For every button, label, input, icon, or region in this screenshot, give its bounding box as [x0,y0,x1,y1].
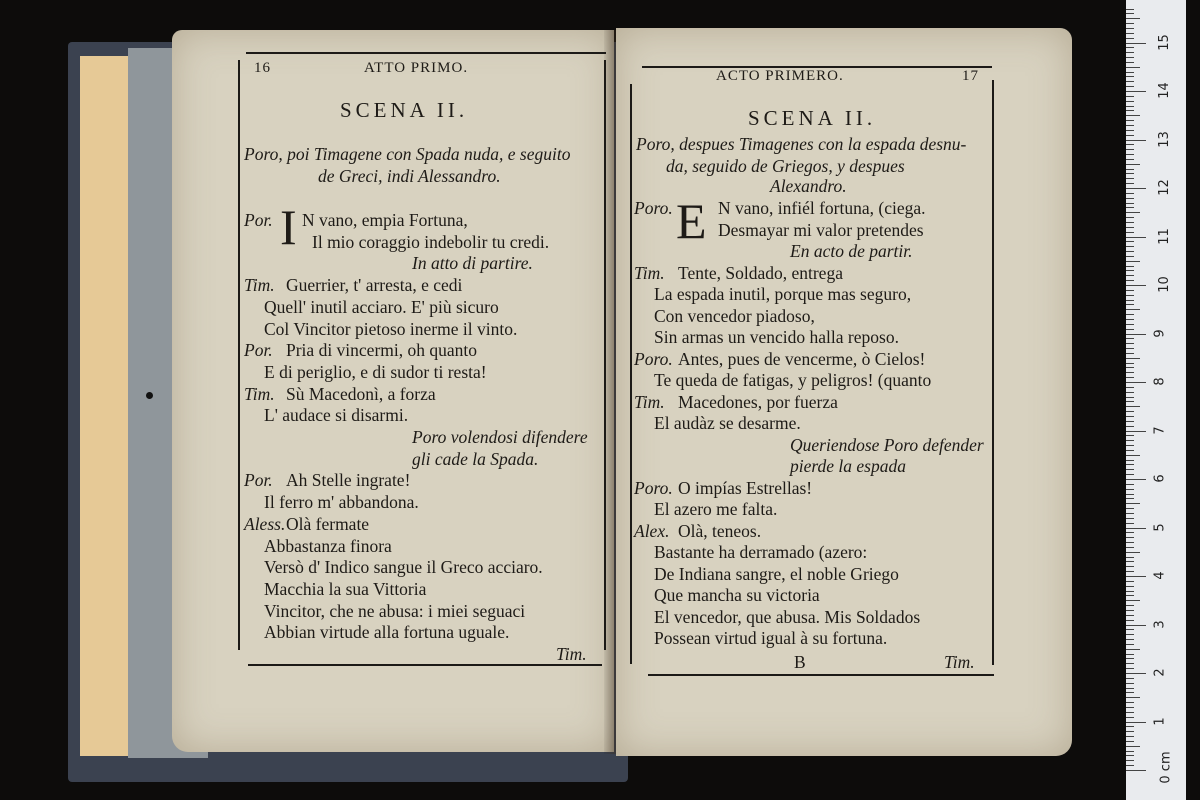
ruler-tick [1126,528,1146,529]
ruler-tick [1126,270,1134,271]
ruler-tick [1126,581,1134,582]
ruler-tick [1126,314,1134,315]
ruler-tick [1126,198,1134,199]
ruler-number: 10 [1156,276,1172,293]
ruler-tick [1126,498,1134,499]
ruler-tick [1126,334,1146,335]
right-frame-right [992,80,994,665]
verse-line: Macchia la sua Vittoria [264,578,427,599]
ruler-tick [1126,338,1134,339]
ruler-tick [1126,469,1134,470]
ruler-tick [1126,300,1134,301]
left-frame-left [238,60,240,650]
ruler-number: 8 [1152,377,1168,386]
ruler-tick [1126,479,1146,480]
ruler-tick [1126,120,1134,121]
left-dropcap: I [280,199,297,255]
ruler-number: 9 [1152,328,1168,338]
verse-line: Il mio coraggio indebolir tu credi. [312,231,550,252]
verse-line: Macedones, por fuerza [678,391,838,412]
ruler-tick [1126,649,1140,650]
left-scene-title: SCENA II. [340,98,469,122]
ruler-tick [1126,115,1140,116]
ruler-tick [1126,474,1134,475]
ruler-tick [1126,644,1134,645]
ruler-tick [1126,304,1134,305]
verse-line: N vano, empia Fortuna, [302,210,468,230]
ruler-tick [1126,358,1140,359]
left-head-rule [246,52,606,54]
verse-line: Sin armas un vencido halla reposo. [654,327,899,347]
verse-line: L' audace si disarmi. [264,405,409,426]
verse-line: N vano, infiél fortuna, (ciega. [718,198,926,218]
ruler-tick [1126,717,1134,718]
ruler-tick [1126,513,1134,514]
ruler-tick [1126,663,1134,664]
ruler-tick [1126,435,1134,436]
ruler-tick [1126,319,1134,320]
ruler-tick [1126,353,1134,354]
ruler-tick [1126,324,1134,325]
ruler-tick [1126,726,1134,727]
ruler-tick [1126,610,1134,611]
ruler-number: 5 [1152,522,1168,532]
ruler-tick [1126,707,1134,708]
ruler-tick [1126,183,1134,184]
ruler-tick [1126,207,1134,208]
ruler-tick [1126,227,1134,228]
verse-line: Guerrier, t' arresta, e cedi [286,275,463,296]
ruler-number: 7 [1152,425,1168,435]
ruler-tick [1126,746,1140,747]
ruler-tick [1126,52,1134,53]
right-catchword: Tim. [944,652,975,672]
stage-direction-line: Poro volendosi difendere [412,427,588,447]
ruler-tick [1126,154,1134,155]
ruler-tick [1126,532,1134,533]
ruler-tick [1126,537,1134,538]
ruler-tick [1126,654,1134,655]
left-stage-direction-1: Poro, poi Timagene con Spada nuda, e seguito [244,144,571,164]
ruler-tick [1126,72,1134,73]
verse-line: Pria di vincermi, oh quanto [286,340,478,361]
speaker-label: Alex. [634,520,670,541]
ruler-tick [1126,625,1146,626]
speaker-label: Por. [244,470,273,491]
ruler-tick [1126,401,1134,402]
ruler-tick [1126,692,1134,693]
ruler-tick [1126,731,1134,732]
ruler-tick [1126,639,1134,640]
verse-line: Abbastanza finora [264,535,392,556]
ruler-tick [1126,309,1140,310]
ruler-tick [1126,91,1146,92]
ruler-tick [1126,246,1134,247]
ruler-tick [1126,241,1134,242]
verse-line: Sù Macedonì, a forza [286,383,436,404]
speaker-label: Tim. [634,391,665,412]
ruler-tick [1126,595,1134,596]
ruler-tick [1126,397,1134,398]
ruler-tick [1126,101,1134,102]
ruler-tick [1126,523,1134,524]
ruler-tick [1126,416,1134,417]
verse-line: Abbian virtude alla fortuna uguale. [264,622,510,643]
right-scene-title: SCENA II. [748,106,877,130]
right-running-head: ACTO PRIMERO. [716,68,844,84]
ruler-tick [1126,411,1134,412]
ruler-tick [1126,591,1134,592]
ruler-tick [1126,518,1134,519]
ruler-tick [1126,755,1134,756]
speaker-label: Tim. [634,262,665,283]
ruler-tick [1126,169,1134,170]
ruler-tick [1126,547,1134,548]
ruler-tick [1126,140,1146,141]
ruler-tick [1126,144,1134,145]
ruler-tick [1126,188,1146,189]
ruler-tick [1126,751,1134,752]
ruler-tick [1126,760,1134,761]
ruler-tick [1126,173,1134,174]
ruler-tick [1126,712,1134,713]
verse-line: Desmayar mi valor pretendes [718,219,924,240]
ruler-tick [1126,261,1140,262]
right-page-number: 17 [962,68,979,84]
ruler-tick [1126,280,1134,281]
verse-line: De Indiana sangre, el noble Griego [654,563,899,584]
ruler-tick [1126,445,1134,446]
ruler-tick [1126,18,1140,19]
ruler-tick [1126,125,1134,126]
speaker-label: Poro. [634,477,673,498]
ruler-tick [1126,615,1134,616]
right-stage-direction-1: Poro, despues Timagenes con la espada desnu- [636,134,967,154]
verse-line: Tente, Soldado, entrega [678,262,843,283]
ruler-tick [1126,629,1134,630]
ruler-tick [1126,557,1134,558]
verse-line: Olà, teneos. [678,520,762,541]
ruler-tick [1126,688,1134,689]
left-catchword: Tim. [556,644,587,664]
ruler-tick [1126,203,1134,204]
ruler-tick [1126,460,1134,461]
ruler-tick [1126,86,1134,87]
ruler-tick [1126,464,1134,465]
speaker-label: Poro. [634,348,673,369]
left-stage-direction-2: de Greci, indi Alessandro. [318,166,501,186]
ruler-tick [1126,130,1134,131]
right-frame-left [630,84,632,664]
stage-direction-line: Queriendose Poro defender [790,434,984,455]
ruler-tick [1126,23,1134,24]
ruler-tick [1126,455,1140,456]
verse-line: Bastante ha derramado (azero: [654,542,868,562]
ruler-tick [1126,81,1134,82]
ruler-tick [1126,770,1146,771]
ruler-tick [1126,673,1146,674]
measuring-ruler [1126,0,1186,800]
verse-line: Possean virtud igual à su fortuna. [654,628,888,648]
ruler-tick [1126,159,1134,160]
verse-line: Quell' inutil acciaro. E' più sicuro [264,296,499,317]
ruler-tick [1126,552,1140,553]
ruler-number: 2 [1152,668,1168,677]
ruler-tick [1126,571,1134,572]
ruler-tick [1126,76,1134,77]
ruler-number: 4 [1152,571,1168,580]
ruler-number: 12 [1156,179,1172,196]
ruler-tick [1126,421,1134,422]
ruler-tick [1126,668,1134,669]
ruler-tick [1126,295,1134,296]
ruler-tick [1126,47,1134,48]
ruler-tick [1126,212,1140,213]
verse-line: Col Vincitor pietoso inerme il vinto. [264,318,518,339]
ruler-zero-label: 0 cm [1158,751,1174,784]
ruler-number: 15 [1156,33,1172,51]
ruler-number: 3 [1152,619,1168,629]
right-stage-direction-2: da, seguido de Griegos, y despues [666,156,905,176]
stage-direction-line: In atto di partire. [412,253,533,274]
ruler-tick [1126,9,1134,10]
speaker-label: Poro. [634,198,673,218]
ruler-tick [1126,561,1134,562]
verse-line: Il ferro m' abbandona. [264,492,419,513]
verse-line: Ah Stelle ingrate! [286,470,411,491]
ruler-tick [1126,741,1134,742]
right-signature: B [794,652,806,672]
ruler-tick [1126,377,1134,378]
verse-line: Vincitor, che ne abusa: i miei seguaci [264,600,526,621]
ruler-tick [1126,28,1134,29]
ruler-number: 11 [1156,227,1172,245]
ruler-tick [1126,406,1140,407]
verse-line: Antes, pues de vencerme, ò Cielos! [678,348,926,369]
ruler-tick [1126,38,1134,39]
ruler-tick [1126,110,1134,111]
ruler-tick [1126,605,1134,606]
ruler-tick [1126,426,1134,427]
left-running-head: ATTO PRIMO. [364,60,469,76]
ruler-tick [1126,285,1146,286]
speaker-label: Por. [244,340,273,361]
verse-line: La espada inutil, porque mas seguro, [654,284,912,304]
ruler-tick [1126,697,1140,698]
right-foot-rule [648,674,994,676]
verse-line: Olà fermate [286,513,370,534]
ruler-tick [1126,43,1146,44]
ruler-tick [1126,658,1134,659]
left-foot-rule [248,664,602,666]
ruler-tick [1126,96,1134,97]
ruler-tick [1126,193,1134,194]
right-stage-direction-3: Alexandro. [770,176,847,196]
speaker-label: Por. [244,210,273,230]
verse-line: O impías Estrellas! [678,477,813,498]
ruler-number: 1 [1152,716,1168,726]
ruler-tick [1126,634,1134,635]
ruler-tick [1126,489,1134,490]
ruler-tick [1126,484,1134,485]
verse-line: El azero me falta. [654,499,778,519]
ruler-tick [1126,348,1134,349]
verse-line: Versò d' Indico sangue il Greco acciaro. [264,557,543,578]
ruler-tick [1126,586,1134,587]
ruler-tick [1126,600,1140,601]
ruler-tick [1126,367,1134,368]
speaker-label: Tim. [244,383,275,404]
verse-line: Te queda de fatigas, y peligros! (quanto [654,370,932,390]
ruler-tick [1126,440,1134,441]
stage-direction-line: pierde la espada [790,456,906,476]
ruler-tick [1126,178,1134,179]
ruler-tick [1126,736,1134,737]
ruler-tick [1126,494,1134,495]
ruler-tick [1126,217,1134,218]
verse-line: E di periglio, e di sudor ti resta! [264,361,487,382]
ruler-tick [1126,149,1134,150]
ruler-tick [1126,722,1146,723]
ruler-tick [1126,57,1134,58]
ruler-number: 13 [1156,130,1172,148]
ruler-tick [1126,251,1134,252]
ruler-tick [1126,67,1140,68]
verse-line: Que mancha su victoria [654,585,820,605]
ruler-tick [1126,387,1134,388]
verse-line: Con vencedor piadoso, [654,305,815,326]
ruler-number: 6 [1152,474,1168,483]
ruler-tick [1126,164,1140,165]
ruler-tick [1126,431,1146,432]
verse-line: El vencedor, que abusa. Mis Soldados [654,606,921,627]
ruler-tick [1126,266,1134,267]
ruler-tick [1126,503,1140,504]
ruler-tick [1126,372,1134,373]
ruler-tick [1126,620,1134,621]
ruler-tick [1126,62,1134,63]
ruler-tick [1126,329,1134,330]
ruler-tick [1126,33,1134,34]
ruler-tick [1126,275,1134,276]
right-dropcap: E [676,193,707,249]
ruler-tick [1126,576,1146,577]
ruler-tick [1126,363,1134,364]
ruler-tick [1126,566,1134,567]
ruler-number: 14 [1156,82,1172,99]
stage-direction-line: En acto de partir. [790,241,913,261]
left-page-number: 16 [254,60,271,76]
ruler-tick [1126,343,1134,344]
ruler-tick [1126,237,1146,238]
ruler-tick [1126,508,1134,509]
ruler-tick [1126,222,1134,223]
ruler-tick [1126,678,1134,679]
speaker-label: Aless. [244,513,286,534]
stage-direction-line: gli cade la Spada. [412,448,539,469]
ruler-tick [1126,702,1134,703]
ruler-tick [1126,106,1134,107]
ruler-tick [1126,232,1134,233]
ruler-tick [1126,392,1134,393]
ruler-tick [1126,290,1134,291]
ruler-tick [1126,542,1134,543]
speaker-label: Tim. [244,275,275,296]
ruler-tick [1126,256,1134,257]
binding-hole [146,392,153,399]
ruler-tick [1126,13,1134,14]
ruler-tick [1126,382,1146,383]
ruler-tick [1126,135,1134,136]
ruler-tick [1126,683,1134,684]
verse-line: El audàz se desarme. [654,413,801,433]
ruler-tick [1126,765,1134,766]
ruler-tick [1126,450,1134,451]
